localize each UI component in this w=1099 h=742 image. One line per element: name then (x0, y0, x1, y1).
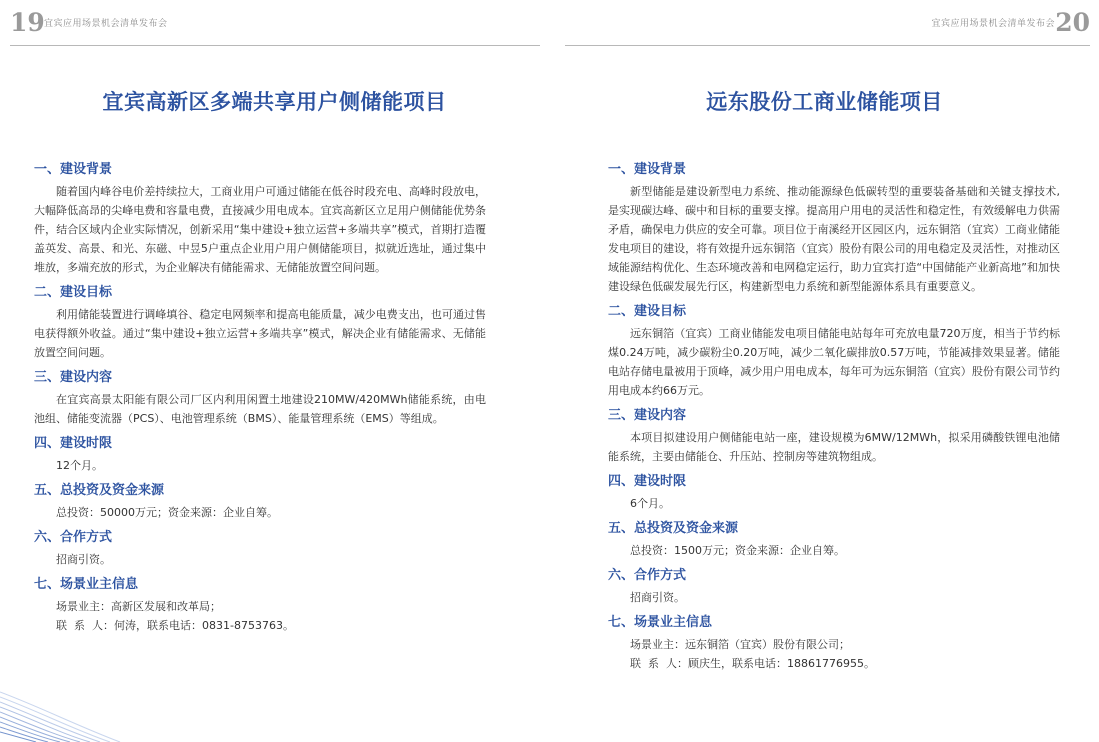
section-text-goal: 远东铜箔（宜宾）工商业储能发电项目储能电站每年可充放电量720万度，相当于节约标煤0.24万吨，减少碳粉尘0.20万吨，减少二氧化碳排放0.57万吨，节能减排效果显著。储能电站存储电量被用于顶峰，减少用户用电成本，每年可为远东铜箔（宜宾）股份有限公司节约用电成本约66万元。 (608, 327, 1060, 397)
owner-line: 场景业主：高新区发展和改革局； (56, 600, 221, 613)
section-text-background: 新型储能是建设新型电力系统、推动能源绿色低碳转型的重要装备基础和关键支撑技术,是实现碳达峰、碳中和目标的重要支撑。提高用户用电的灵活性和稳定性，有效缓解电力供需矛盾，确保电力供应的安全可靠。项目位于南溪经开区园区内，远东铜箔（宜宾）工商业储能发电项目的建设，将有效提升远东铜箔（宜宾）股份有限公司的用电稳定及灵活性，对推动区域能源结构优化、生态环境改善和电网稳定运行，助力宜宾打造“中国储能产业新高地”和加快建设绿色低碳发展先行区，构建新型电力系统和新型能源体系具有重要意义。 (608, 185, 1060, 293)
section-heading-owner: 七、场景业主信息 (608, 615, 713, 630)
section-text-content: 在宜宾高景太阳能有限公司厂区内利用闲置土地建设210MW/420MWh储能系统，由电池组、储能变流器（PCS）、电池管理系统（BMS）、能量管理系统（EMS）等组成。 (34, 393, 486, 425)
header-divider (10, 45, 540, 46)
section-heading-content: 三、建设内容 (34, 370, 113, 385)
page-header (550, 6, 1099, 40)
page-title: 宜宾高新区多端共享用户侧储能项目 (102, 90, 447, 114)
page-number: 19 (10, 8, 45, 37)
section-heading-background: 一、建设背景 (608, 162, 687, 177)
page-content (608, 160, 1060, 673)
section-heading-period: 四、建设时限 (34, 436, 113, 451)
contact-line: 联 系 人：顾庆生，联系电话：18861776955。 (630, 657, 875, 670)
section-text-content: 本项目拟建设用户侧储能电站一座，建设规模为6MW/12MWh，拟采用磷酸铁锂电池储能系统，主要由储能仓、升压站、控制房等建筑物组成。 (608, 431, 1060, 463)
page-header (0, 6, 549, 40)
section-text-cooperation: 招商引资。 (56, 553, 111, 566)
header-divider (565, 45, 1090, 46)
section-heading-cooperation: 六、合作方式 (608, 568, 687, 583)
section-text-period: 6个月。 (630, 497, 670, 510)
header-title: 宜宾应用场景机会清单发布会 (44, 19, 168, 29)
section-heading-content: 三、建设内容 (608, 408, 687, 423)
section-heading-owner: 七、场景业主信息 (34, 577, 139, 592)
contact-line: 联 系 人：何涛，联系电话：0831-8753763。 (56, 619, 294, 632)
page-content (34, 160, 486, 635)
section-text-period: 12个月。 (56, 459, 103, 472)
section-heading-background: 一、建设背景 (34, 162, 113, 177)
corner-wave-decoration (0, 672, 150, 742)
left-page (0, 0, 549, 742)
owner-line: 场景业主：远东铜箔（宜宾）股份有限公司； (630, 638, 850, 651)
page-number: 20 (1055, 8, 1090, 37)
section-heading-period: 四、建设时限 (608, 474, 687, 489)
page-title: 远东股份工商业储能项目 (706, 90, 943, 114)
header-title: 宜宾应用场景机会清单发布会 (931, 19, 1055, 29)
section-heading-investment: 五、总投资及资金来源 (34, 483, 165, 498)
section-heading-goal: 二、建设目标 (34, 285, 113, 300)
section-heading-investment: 五、总投资及资金来源 (608, 521, 739, 536)
section-text-cooperation: 招商引资。 (630, 591, 685, 604)
right-page (550, 0, 1099, 742)
section-text-background: 随着国内峰谷电价差持续拉大，工商业用户可通过储能在低谷时段充电、高峰时段放电，大幅降低高昂的尖峰电费和容量电费，直接减少用电成本。宜宾高新区立足用户侧储能优势条件，结合区域内企业实际情况，创新采用“集中建设+独立运营+多端共享”模式，首期打造覆盖英发、高景、和光、东磁、中昱5户重点企业用户用户侧储能项目，拟就近选址，通过集中堆放，多端充放的形式，为企业解决有储能需求、无储能放置空间问题。 (34, 185, 486, 274)
section-text-investment: 总投资：50000万元；资金来源：企业自筹。 (56, 506, 278, 519)
section-heading-cooperation: 六、合作方式 (34, 530, 113, 545)
section-text-goal: 利用储能装置进行调峰填谷、稳定电网频率和提高电能质量，减少电费支出，也可通过售电获得额外收益。通过“集中建设+独立运营+多端共享”模式，解决企业有储能需求、无储能放置空间问题。 (34, 308, 486, 359)
section-heading-goal: 二、建设目标 (608, 304, 687, 319)
section-text-investment: 总投资：1500万元；资金来源：企业自筹。 (630, 544, 845, 557)
